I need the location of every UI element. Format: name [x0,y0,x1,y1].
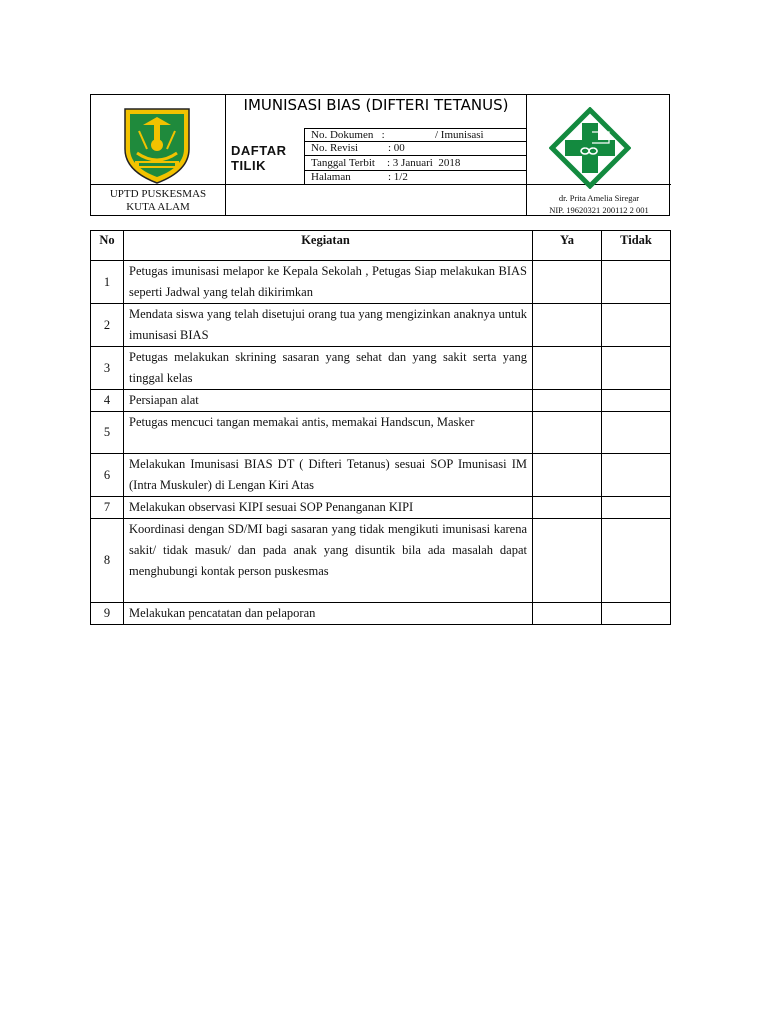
table-row [91,519,671,603]
tidak-check-cell[interactable] [602,390,671,412]
row-number: 5 [91,412,124,454]
no-revisi-label: No. Revisi [311,142,359,154]
row-kegiatan: Petugas imunisasi melapor ke Kepala Sekolah , Petugas Siap melakukan BIAS seperti Jadwal yang telah dikirimkan [124,261,533,304]
table-row [91,497,671,519]
signatory-name: dr. Prita Amelia Siregar [558,193,640,203]
document-title: IMUNISASI BIAS (DIFTERI TETANUS) [243,96,509,114]
row-number: 9 [91,603,124,625]
column-header-ya: Ya [533,231,602,261]
puskesmas-cross-logo-icon [549,107,631,189]
halaman-value: : 1/2 [388,171,408,183]
row-kegiatan: Melakukan pencatatan dan pelaporan [124,603,533,625]
row-kegiatan: Melakukan observasi KIPI sesuai SOP Penanganan KIPI [124,497,533,519]
table-row [91,347,671,390]
municipal-emblem-icon [121,105,193,185]
column-header-tidak: Tidak [602,231,671,261]
unit-name-line: UPTD PUSKESMAS [109,188,207,200]
no-revisi-value: : 00 [388,142,405,154]
tanggal-terbit-value: : 3 Januari 2018 [387,157,461,169]
document-type [231,143,286,173]
tanggal-terbit-label: Tanggal Terbit [311,157,375,169]
row-kegiatan: Petugas mencuci tangan memakai antis, memakai Handscun, Masker [124,412,533,454]
row-number: 4 [91,390,124,412]
row-number: 3 [91,347,124,390]
table-row [91,261,671,304]
no-dokumen-label: No. Dokumen : [311,129,385,141]
ya-check-cell[interactable] [533,304,602,347]
column-header-no: No [91,231,124,261]
row-number: 8 [91,519,124,603]
document-type-line: TILIK [231,158,266,173]
row-kegiatan: Persiapan alat [124,390,533,412]
row-number: 7 [91,497,124,519]
table-row [91,304,671,347]
document-header [90,94,670,216]
ya-check-cell[interactable] [533,412,602,454]
row-kegiatan: Melakukan Imunisasi BIAS DT ( Difteri Tetanus) sesuai SOP Imunisasi IM (Intra Muskuler) di Lengan Kiri Atas [124,454,533,497]
table-row [91,390,671,412]
signatory-nip: NIP. 19620321 200112 2 001 [549,205,649,215]
ya-check-cell[interactable] [533,347,602,390]
ya-check-cell[interactable] [533,454,602,497]
ya-check-cell[interactable] [533,261,602,304]
ya-check-cell[interactable] [533,390,602,412]
tidak-check-cell[interactable] [602,304,671,347]
ya-check-cell[interactable] [533,497,602,519]
header-divider [304,128,305,184]
checklist-table [90,230,671,625]
tidak-check-cell[interactable] [602,412,671,454]
row-number: 6 [91,454,124,497]
unit-name-line: KUTA ALAM [126,201,190,213]
ya-check-cell[interactable] [533,603,602,625]
table-row [91,603,671,625]
row-kegiatan: Mendata siswa yang telah disetujui orang tua yang mengizinkan anaknya untuk imunisasi BIAS [124,304,533,347]
row-kegiatan: Koordinasi dengan SD/MI bagi sasaran yang tidak mengikuti imunisasi karena sakit/ tidak masuk/ dan pada anak yang disuntik bila ada masalah dapat menghubungi kontak person puskesmas [124,519,533,603]
table-row [91,412,671,454]
unit-name [91,188,225,214]
row-number: 1 [91,261,124,304]
header-divider [225,184,527,185]
signatory [527,192,671,216]
tidak-check-cell[interactable] [602,261,671,304]
no-dokumen-value: / Imunisasi [435,129,484,141]
row-kegiatan: Petugas melakukan skrining sasaran yang sehat dan yang sakit serta yang tinggal kelas [124,347,533,390]
tidak-check-cell[interactable] [602,603,671,625]
document-type-line: DAFTAR [231,143,287,158]
tidak-check-cell[interactable] [602,454,671,497]
ya-check-cell[interactable] [533,519,602,603]
tidak-check-cell[interactable] [602,347,671,390]
table-row [91,454,671,497]
column-header-kegiatan: Kegiatan [124,231,533,261]
tidak-check-cell[interactable] [602,497,671,519]
tidak-check-cell[interactable] [602,519,671,603]
table-header-row [91,231,671,261]
row-number: 2 [91,304,124,347]
halaman-label: Halaman [311,171,351,183]
